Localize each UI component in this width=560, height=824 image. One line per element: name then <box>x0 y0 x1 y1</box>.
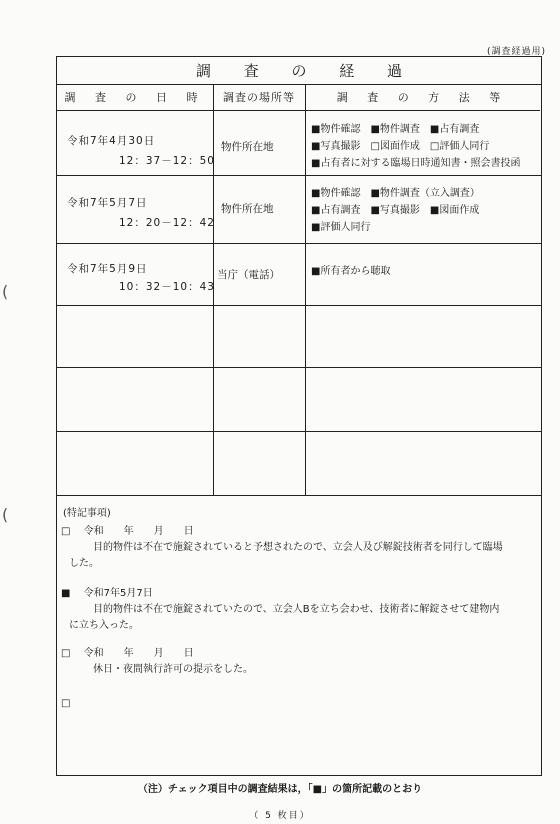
method-line: ■写真撮影 □図面作成 □評価人同行 <box>311 141 490 152</box>
notes-heading: (特記事項) <box>63 508 111 519</box>
table-title: 調 査 の 経 過 <box>57 57 541 85</box>
row-3-time: 10：32－10：43 <box>119 281 215 293</box>
row-3-date: 令和7年5月9日 <box>67 263 148 275</box>
note-item-2-header <box>61 585 153 602</box>
note-item-1-line2: した。 <box>69 558 99 569</box>
checkbox-unchecked-icon: □ <box>61 526 71 537</box>
row-1-time: 12：37－12：50 <box>119 155 215 167</box>
row-2-time: 12：20－12：42 <box>119 217 215 229</box>
method-line: ■物件確認 ■物件調査 ■占有調査 <box>311 124 480 135</box>
method-line: ■評価人同行 <box>311 222 371 233</box>
row-divider <box>57 367 541 368</box>
row-divider <box>57 305 541 306</box>
row-3-place: 当庁（電話） <box>217 269 280 281</box>
row-2-date: 令和7年5月7日 <box>67 197 148 209</box>
method-line: ■占有調査 ■写真撮影 ■図面作成 <box>311 205 480 216</box>
method-line: ■所有者から聴取 <box>311 266 391 277</box>
row-divider <box>57 243 541 244</box>
investigation-log-table <box>56 56 542 776</box>
row-divider <box>57 175 541 176</box>
note-item-3-line1: 休日・夜間執行許可の提示をした。 <box>93 664 253 675</box>
note-item-4-header <box>61 695 70 712</box>
method-line: ■占有者に対する臨場日時通知書・照会書投函 <box>311 158 521 169</box>
note-item-2-date: 令和7年5月7日 <box>83 588 153 599</box>
row-1-methods <box>311 121 520 172</box>
method-line: ■物件確認 ■物件調査（立入調査） <box>311 188 480 199</box>
row-2-methods <box>311 185 480 236</box>
column-header-place: 調査の場所等 <box>213 85 305 111</box>
note-item-1-line1: 目的物件は不在で施錠されていると予想されたので、立会人及び解錠技術者を同行して臨場 <box>93 542 503 553</box>
row-3-methods <box>311 263 390 280</box>
binding-hole-mark: ( <box>2 505 9 524</box>
row-1-place: 物件所在地 <box>221 141 274 153</box>
footer-note: （注）チェック項目中の調査結果は，「■」の箇所記載のとおり <box>137 784 423 795</box>
sheet-type-label: (調査経過用) <box>486 47 546 57</box>
note-item-2-line2: に立ち入った。 <box>69 620 139 631</box>
note-item-1-header <box>61 523 194 540</box>
note-item-3-header <box>61 645 194 662</box>
checkbox-checked-icon: ■ <box>61 588 71 599</box>
column-header-method: 調 査 の 方 法 等 <box>305 85 540 111</box>
column-divider <box>305 85 306 495</box>
column-header-date: 調 査 の 日 時 <box>57 85 213 111</box>
row-1-date: 令和7年4月30日 <box>67 135 156 147</box>
binding-hole-mark: ( <box>2 282 9 301</box>
checkbox-unchecked-icon: □ <box>61 648 71 659</box>
row-divider <box>57 495 541 496</box>
page-number: （ 5 枚目） <box>249 811 311 821</box>
note-item-2-line1: 目的物件は不在で施錠されていたので、立会人Bを立ち会わせ、技術者に解錠させて建物内 <box>93 604 500 615</box>
note-item-3-date: 令和 年 月 日 <box>83 648 194 659</box>
checkbox-unchecked-icon: □ <box>61 698 71 709</box>
note-item-1-date: 令和 年 月 日 <box>83 526 194 537</box>
row-2-place: 物件所在地 <box>221 203 274 215</box>
row-divider <box>57 431 541 432</box>
